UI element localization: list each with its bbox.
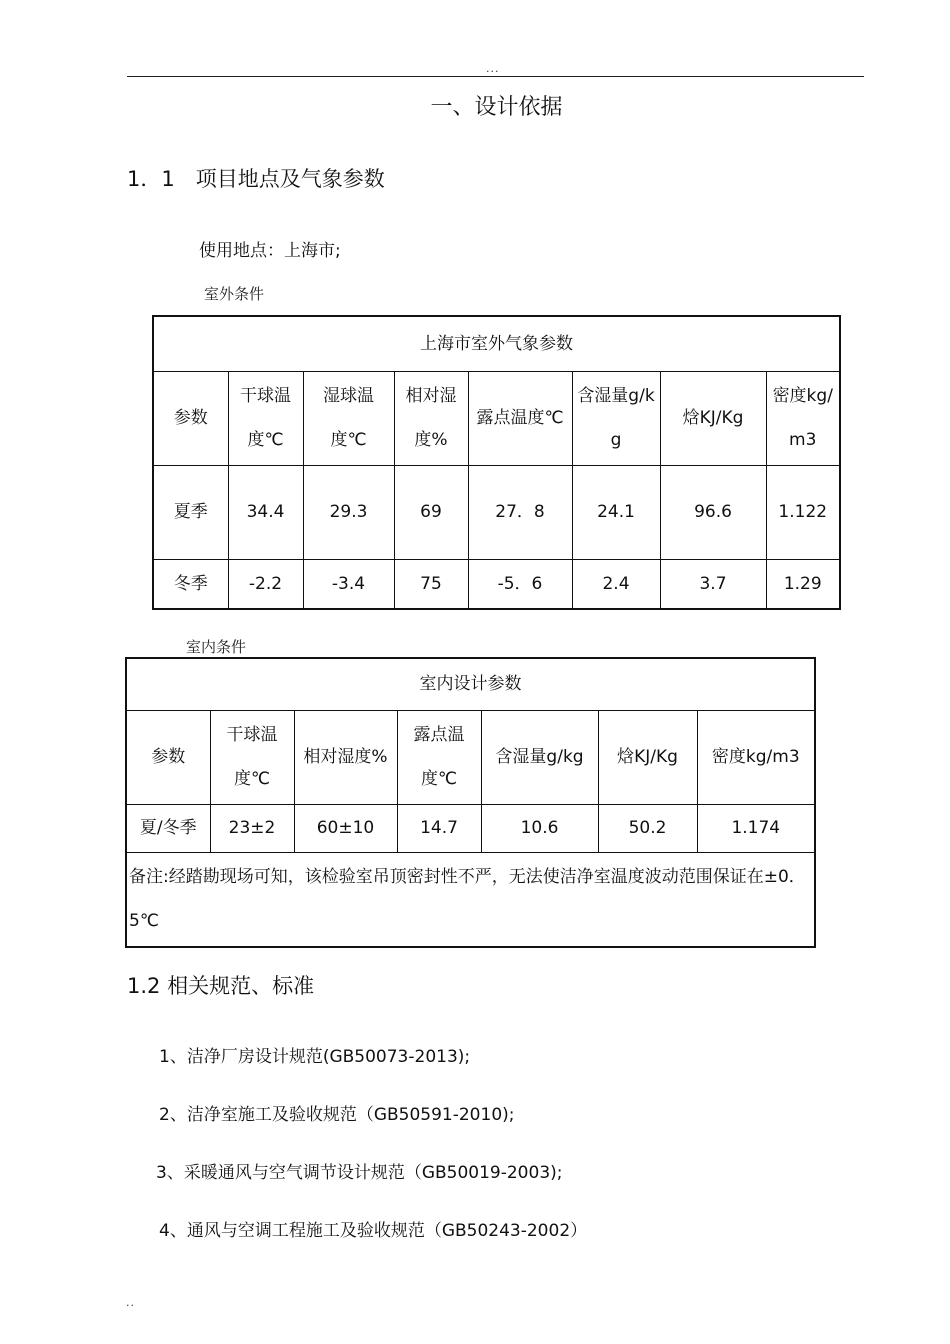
table-cell: 1.174	[697, 804, 815, 852]
section-heading-1-1: 1．1 项目地点及气象参数	[127, 167, 385, 191]
list-item: 2、洁净室施工及验收规范（GB50591-2010);	[159, 1105, 515, 1125]
table-cell: 3.7	[660, 559, 766, 609]
indoor-label: 室内条件	[186, 638, 247, 656]
table-cell: 96.6	[660, 465, 766, 559]
table-cell: 23±2	[210, 804, 294, 852]
table-cell: 60±10	[294, 804, 397, 852]
table-cell: 34.4	[228, 465, 303, 559]
table-cell: 10.6	[481, 804, 598, 852]
table-cell: 69	[394, 465, 468, 559]
header-cell: 焓KJ/Kg	[660, 371, 766, 465]
table-note: 备注:经踏勘现场可知，该检验室吊顶密封性不严，无法使洁净室温度波动范围保证在±0．5℃	[126, 852, 815, 947]
header-cell: 焓KJ/Kg	[598, 710, 697, 804]
header-cell: 密度kg/m3	[766, 371, 840, 465]
header-cell: 密度kg/m3	[697, 710, 815, 804]
header-cell: 干球温度℃	[210, 710, 294, 804]
table-cell: -3.4	[303, 559, 394, 609]
table-cell: 14.7	[397, 804, 481, 852]
table-cell: 50.2	[598, 804, 697, 852]
list-item: 4、通风与空调工程施工及验收规范（GB50243-2002）	[159, 1221, 588, 1241]
table-cell: 冬季	[153, 559, 228, 609]
header-rule	[127, 76, 864, 77]
table-row	[153, 559, 840, 609]
location-text: 使用地点：上海市;	[199, 241, 341, 261]
outdoor-weather-table	[152, 315, 841, 610]
list-item: 3、采暖通风与空气调节设计规范（GB50019-2003);	[156, 1163, 563, 1183]
header-cell: 相对湿度%	[294, 710, 397, 804]
header-cell: 含湿量g/kg	[481, 710, 598, 804]
table-cell: -2.2	[228, 559, 303, 609]
table-cell: 24.1	[572, 465, 660, 559]
table-cell: 1.122	[766, 465, 840, 559]
header-cell: 参数	[153, 371, 228, 465]
table-row	[126, 804, 815, 852]
header-cell: 露点温度℃	[468, 371, 572, 465]
table-cell: -5．6	[468, 559, 572, 609]
table-cell: 27．8	[468, 465, 572, 559]
table-cell: 2.4	[572, 559, 660, 609]
table-caption: 上海市室外气象参数	[153, 316, 840, 371]
table-cell: 夏季	[153, 465, 228, 559]
header-cell: 参数	[126, 710, 210, 804]
header-cell: 含湿量g/kg	[572, 371, 660, 465]
header-cell: 相对湿度%	[394, 371, 468, 465]
table-caption: 室内设计参数	[126, 658, 815, 710]
page-title: 一、设计依据	[430, 95, 563, 120]
header-cell: 露点温度℃	[397, 710, 481, 804]
header-mark: ...	[486, 62, 500, 75]
indoor-design-table	[125, 657, 816, 948]
outdoor-label: 室外条件	[204, 285, 265, 303]
table-cell: 1.29	[766, 559, 840, 609]
table-cell: 夏/冬季	[126, 804, 210, 852]
section-heading-1-2: 1.2 相关规范、标准	[127, 974, 315, 998]
table-cell: 29.3	[303, 465, 394, 559]
table-row	[153, 465, 840, 559]
header-cell: 干球温度℃	[228, 371, 303, 465]
footer-mark: ..	[126, 1296, 135, 1309]
header-cell: 湿球温度℃	[303, 371, 394, 465]
table-cell: 75	[394, 559, 468, 609]
list-item: 1、洁净厂房设计规范(GB50073-2013);	[159, 1047, 471, 1067]
